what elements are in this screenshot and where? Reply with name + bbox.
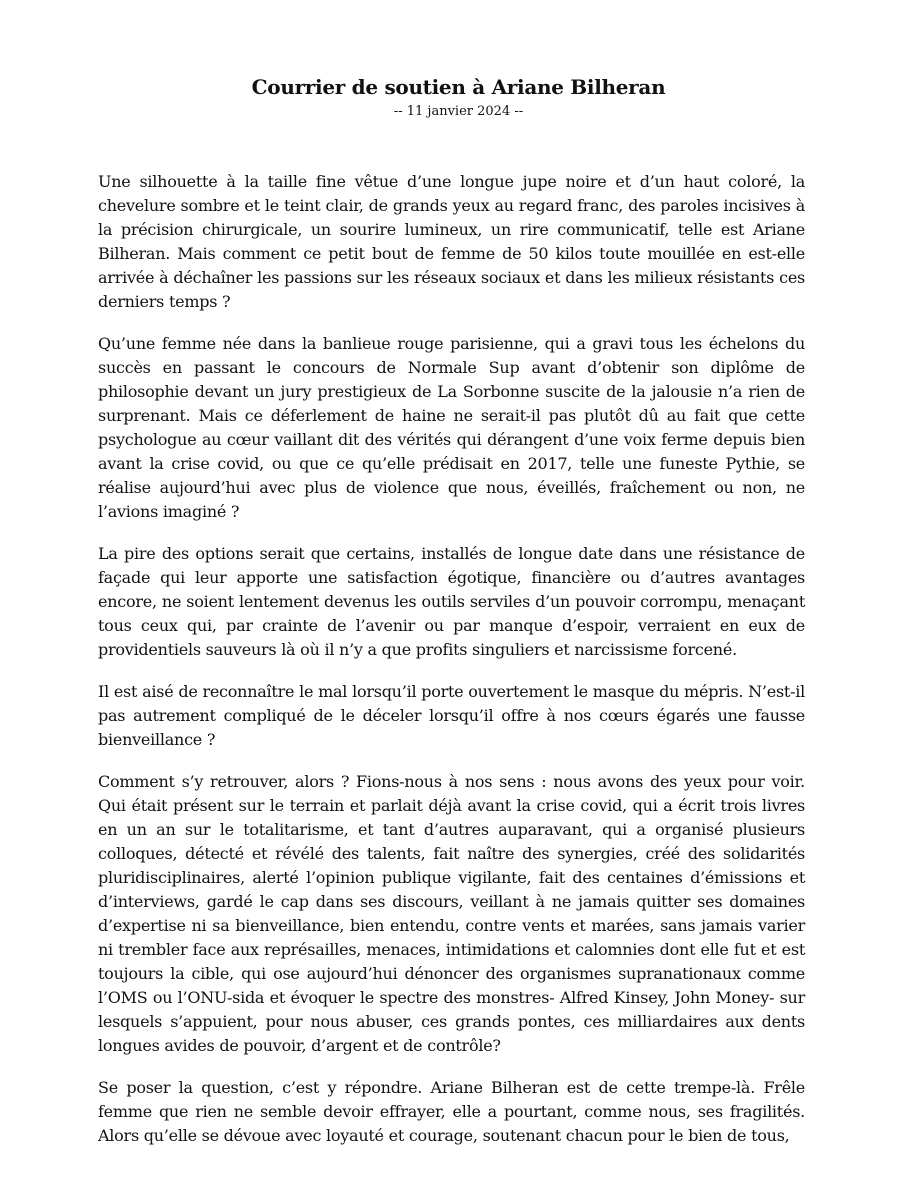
document-title: Courrier de soutien à Ariane Bilheran <box>251 75 666 99</box>
document-header <box>0 73 917 121</box>
document-date: -- 11 janvier 2024 -- <box>393 104 524 119</box>
paragraph-5: Comment s’y retrouver, alors ? Fions-nous à nos sens : nous avons des yeux pour voir. Qui était présent sur le terrain et parlait déjà avant la crise covid, qui a écrit trois livres en un an sur le totalitarisme, et tant d’autres auparavant, qui a organisé plusieurs colloques, détecté et révélé des talents, fait naître des synergies, créé des solidarités pluridisciplinaires, alerté l’opinion publique vigilante, fait des centaines d’émissions et d’interviews, gardé le cap dans ses discours, veillant à ne jamais quitter ses domaines d’expertise ni sa bienveillance, bien entendu, contre vents et marées, sans jamais varier ni trembler face aux représailles, menaces, intimidations et calomnies dont elle fut et est toujours la cible, qui ose aujourd’hui dénoncer des organismes supranationaux comme l’OMS ou l’ONU-sida et évoquer le spectre des monstres- Alfred Kinsey, John Money- sur lesquels s’appuient, pour nous abuser, ces grands pontes, ces milliardaires aux dents longues avides de pouvoir, d’argent et de contrôle? <box>98 772 805 1055</box>
paragraph-3: La pire des options serait que certains, installés de longue date dans une résistance de façade qui leur apporte une satisfaction égotique, financière ou d’autres avantages encore, ne soient lentement devenus les outils serviles d’un pouvoir corrompu, menaçant tous ceux qui, par crainte de l’avenir ou par manque d’espoir, verraient en eux de providentiels sauveurs là où il n’y a que profits singuliers et narcissisme forcené. <box>98 544 805 659</box>
paragraph-6: Se poser la question, c’est y répondre. Ariane Bilheran est de cette trempe-là. Frêle femme que rien ne semble devoir effrayer, elle a pourtant, comme nous, ses fragilités. Alors qu’elle se dévoue avec loyauté et courage, soutenant chacun pour le bien de tous, <box>98 1078 805 1145</box>
paragraph-2: Qu’une femme née dans la banlieue rouge parisienne, qui a gravi tous les échelons du succès en passant le concours de Normale Sup avant d’obtenir son diplôme de philosophie devant un jury prestigieux de La Sorbonne suscite de la jalousie n’a rien de surprenant. Mais ce déferlement de haine ne serait-il pas plutôt dû au fait que cette psychologue au cœur vaillant dit des vérités qui dérangent d’une voix ferme depuis bien avant la crise covid, ou que ce qu’elle prédisait en 2017, telle une funeste Pythie, se réalise aujourd’hui avec plus de violence que nous, éveillés, fraîchement ou non, ne l’avions imaginé ? <box>98 334 805 521</box>
paragraph-1: Une silhouette à la taille fine vêtue d’une longue jupe noire et d’un haut coloré, la chevelure sombre et le teint clair, de grands yeux au regard franc, des paroles incisives à la précision chirurgicale, un sourire lumineux, un rire communicatif, telle est Ariane Bilheran. Mais comment ce petit bout de femme de 50 kilos toute mouillée en est-elle arrivée à déchaîner les passions sur les réseaux sociaux et dans les milieux résistants ces derniers temps ? <box>98 172 805 311</box>
paragraph-4: Il est aisé de reconnaître le mal lorsqu’il porte ouvertement le masque du mépris. N’est-il pas autrement compliqué de le déceler lorsqu’il offre à nos cœurs égarés une fausse bienveillance ? <box>98 682 805 749</box>
document-body <box>98 170 805 1148</box>
